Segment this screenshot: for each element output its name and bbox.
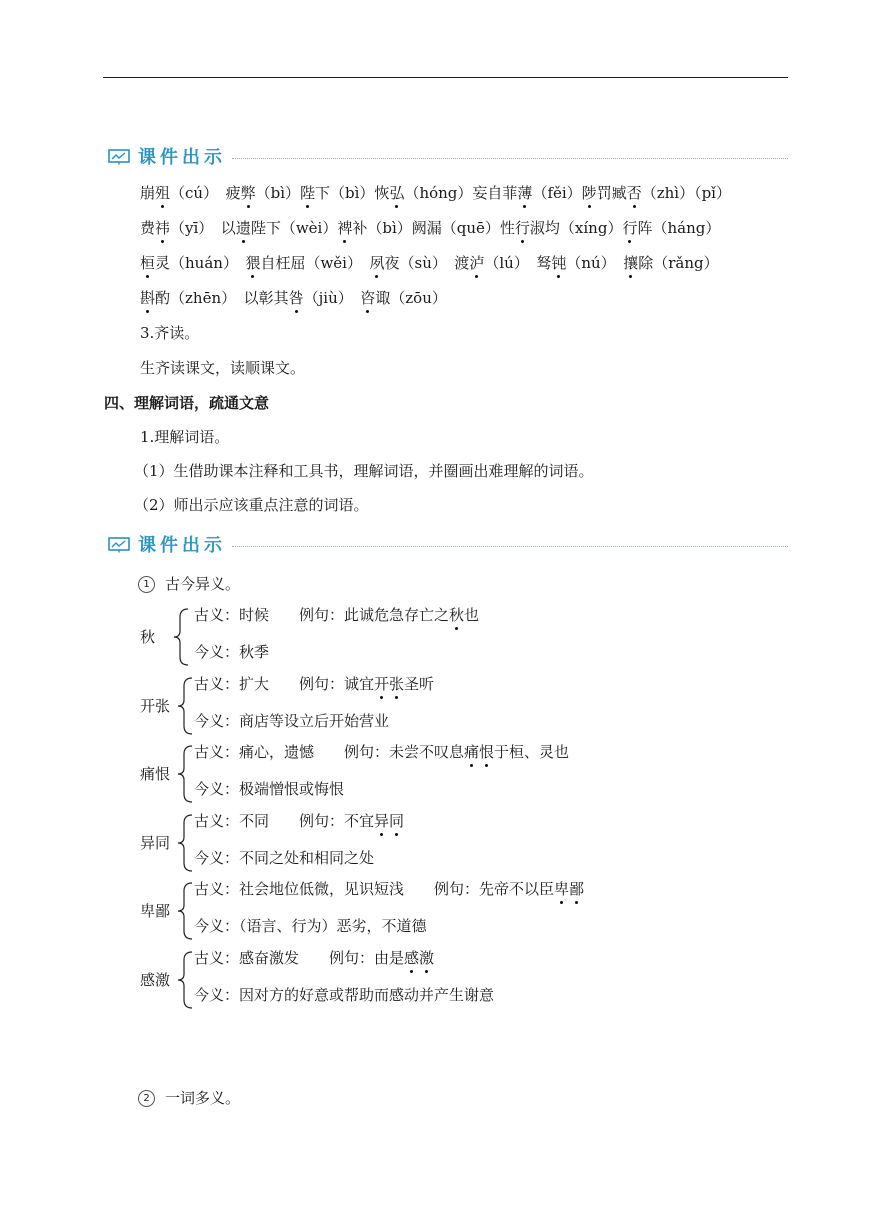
text-run: （hóng）妄自菲 bbox=[404, 184, 518, 202]
presentation-board-icon bbox=[108, 149, 130, 165]
emphasized-char: 遗 bbox=[235, 219, 251, 237]
emphasized-char: 恨 bbox=[479, 743, 495, 761]
text-run: 下（bì）恢 bbox=[315, 184, 390, 202]
emphasized-char: 行 bbox=[514, 219, 530, 237]
text-run: 圣听 bbox=[404, 675, 435, 693]
item-1-label: 古今异义。 bbox=[165, 575, 241, 593]
text-run: 费 bbox=[140, 219, 156, 237]
emphasized-char: 行 bbox=[622, 219, 638, 237]
item-2 bbox=[138, 1087, 240, 1109]
emphasized-char: 咨 bbox=[360, 289, 376, 307]
emphasized-char: 钝 bbox=[551, 254, 567, 272]
emphasized-char: 感 bbox=[404, 949, 420, 967]
modern-meaning: 今义：不同之处和相同之处 bbox=[194, 849, 375, 867]
ancient-meaning bbox=[194, 878, 584, 900]
text-run: 淑均（xíng） bbox=[529, 219, 623, 237]
emphasized-char: 张 bbox=[389, 675, 405, 693]
text-run: 罚臧 bbox=[596, 184, 627, 202]
courseware-header-1 bbox=[108, 145, 788, 171]
ancient-meaning bbox=[194, 673, 434, 695]
item-2-label: 一词多义。 bbox=[165, 1089, 241, 1107]
text-run: 古义：时候 例句：此诚危急存亡之 bbox=[194, 606, 450, 624]
emphasized-char: 猥 bbox=[245, 254, 261, 272]
word-term: 卑鄙 bbox=[140, 902, 171, 920]
emphasized-char: 秋 bbox=[449, 606, 465, 624]
emphasized-char: 斟 bbox=[140, 289, 156, 307]
courseware-title: 课件出示 bbox=[138, 535, 226, 556]
text-run: 于桓、灵也 bbox=[494, 743, 570, 761]
emphasized-char: 薄 bbox=[517, 184, 533, 202]
word-term: 感激 bbox=[140, 971, 171, 989]
step-3: 3.齐读。 bbox=[140, 324, 200, 342]
item-number-badge: 1 bbox=[138, 576, 155, 593]
word-entry bbox=[140, 810, 740, 876]
modern-meaning: 今义：商店等设立后开始营业 bbox=[194, 712, 390, 730]
word-term: 痛恨 bbox=[140, 765, 171, 783]
dotted-divider bbox=[232, 158, 788, 159]
emphasized-char: 陟 bbox=[581, 184, 597, 202]
text-run: 古义：感奋激发 例句：由是 bbox=[194, 949, 405, 967]
word-term: 异同 bbox=[140, 834, 171, 852]
text-run: 自枉屈（wěi） bbox=[260, 254, 370, 272]
sub-1-b: （2）师出示应该重点注意的词语。 bbox=[134, 496, 369, 514]
emphasized-char: 同 bbox=[389, 812, 405, 830]
brace-icon bbox=[176, 881, 196, 941]
brace-icon bbox=[176, 950, 196, 1010]
emphasized-char: 开 bbox=[374, 675, 390, 693]
emphasized-char: 夙 bbox=[369, 254, 385, 272]
text-run: 除（rǎng） bbox=[638, 254, 719, 272]
courseware-header-2 bbox=[108, 533, 788, 559]
presentation-board-icon bbox=[108, 537, 130, 553]
courseware-title: 课件出示 bbox=[138, 147, 226, 168]
text-run: 酌（zhēn） 以彰其 bbox=[155, 289, 289, 307]
sub-1: 1.理解词语。 bbox=[140, 428, 230, 446]
text-run: 补（bì）阙漏（quē）性 bbox=[352, 219, 515, 237]
modern-meaning: 今义：因对方的好意或帮助而感动并产生谢意 bbox=[194, 986, 495, 1004]
text-run: 陛下（wèi） bbox=[250, 219, 338, 237]
ancient-meaning bbox=[194, 947, 434, 969]
item-1 bbox=[138, 573, 240, 595]
emphasized-char: 裨 bbox=[337, 219, 353, 237]
text-run: 也 bbox=[464, 606, 480, 624]
ancient-meaning bbox=[194, 741, 569, 763]
text-run: 夜（sù） 渡 bbox=[384, 254, 470, 272]
emphasized-char: 激 bbox=[419, 949, 435, 967]
word-entry bbox=[140, 741, 740, 807]
text-run: （cú） 疲 bbox=[170, 184, 241, 202]
text-run: （fěi） bbox=[532, 184, 582, 202]
text-run: 古义：扩大 例句：诚宜 bbox=[194, 675, 375, 693]
emphasized-char: 攘 bbox=[623, 254, 639, 272]
word-entry bbox=[140, 878, 740, 944]
pinyin-line bbox=[140, 287, 447, 309]
emphasized-char: 弊 bbox=[240, 184, 256, 202]
top-rule bbox=[103, 77, 788, 78]
text-run: （bì） bbox=[255, 184, 301, 202]
emphasized-char: 否 bbox=[626, 184, 642, 202]
step-3-body: 生齐读课文，读顺课文。 bbox=[140, 359, 306, 377]
ancient-meaning bbox=[194, 810, 404, 832]
ancient-meaning bbox=[194, 604, 479, 626]
emphasized-char: 异 bbox=[374, 812, 390, 830]
text-run: 灵（huán） bbox=[155, 254, 246, 272]
text-run: （nú） bbox=[566, 254, 624, 272]
emphasized-char: 桓 bbox=[140, 254, 156, 272]
word-entry bbox=[140, 673, 740, 739]
emphasized-char: 弘 bbox=[389, 184, 405, 202]
item-number-badge: 2 bbox=[138, 1090, 155, 1107]
dotted-divider bbox=[232, 546, 788, 547]
sub-1-a: （1）生借助课本注释和工具书，理解词语，并圈画出难理解的词语。 bbox=[134, 462, 594, 480]
brace-icon bbox=[172, 607, 192, 667]
emphasized-char: 泸 bbox=[469, 254, 485, 272]
text-run: （lú） 驽 bbox=[484, 254, 552, 272]
pinyin-line bbox=[140, 182, 731, 204]
emphasized-char: 卑 bbox=[554, 880, 570, 898]
text-run: （zhì）（pǐ） bbox=[641, 184, 731, 202]
text-run: （yī） 以 bbox=[170, 219, 236, 237]
text-run: 古义：痛心，遗憾 例句：未尝不叹息 bbox=[194, 743, 465, 761]
emphasized-char: 痛 bbox=[464, 743, 480, 761]
pinyin-line bbox=[140, 252, 719, 274]
word-entry bbox=[140, 604, 740, 670]
text-run: 古义：社会地位低微，见识短浅 例句：先帝不以臣 bbox=[194, 880, 555, 898]
modern-meaning: 今义：秋季 bbox=[194, 643, 270, 661]
brace-icon bbox=[176, 676, 196, 736]
brace-icon bbox=[176, 813, 196, 873]
word-term: 开张 bbox=[140, 697, 171, 715]
word-term: 秋 bbox=[140, 628, 156, 646]
emphasized-char: 陛 bbox=[300, 184, 316, 202]
pinyin-line bbox=[140, 217, 720, 239]
text-run: 古义：不同 例句：不宜 bbox=[194, 812, 375, 830]
text-run: 崩 bbox=[140, 184, 156, 202]
emphasized-char: 祎 bbox=[155, 219, 171, 237]
modern-meaning: 今义：（语言、行为）恶劣，不道德 bbox=[194, 917, 427, 935]
text-run: 诹（zōu） bbox=[375, 289, 447, 307]
emphasized-char: 咎 bbox=[288, 289, 304, 307]
modern-meaning: 今义：极端憎恨或悔恨 bbox=[194, 780, 345, 798]
word-entry bbox=[140, 947, 740, 1013]
emphasized-char: 殂 bbox=[155, 184, 171, 202]
section-4-title: 四、理解词语，疏通文意 bbox=[104, 394, 270, 412]
text-run: 阵（háng） bbox=[637, 219, 721, 237]
text-run: （jiù） bbox=[303, 289, 361, 307]
brace-icon bbox=[176, 744, 196, 804]
emphasized-char: 鄙 bbox=[569, 880, 585, 898]
